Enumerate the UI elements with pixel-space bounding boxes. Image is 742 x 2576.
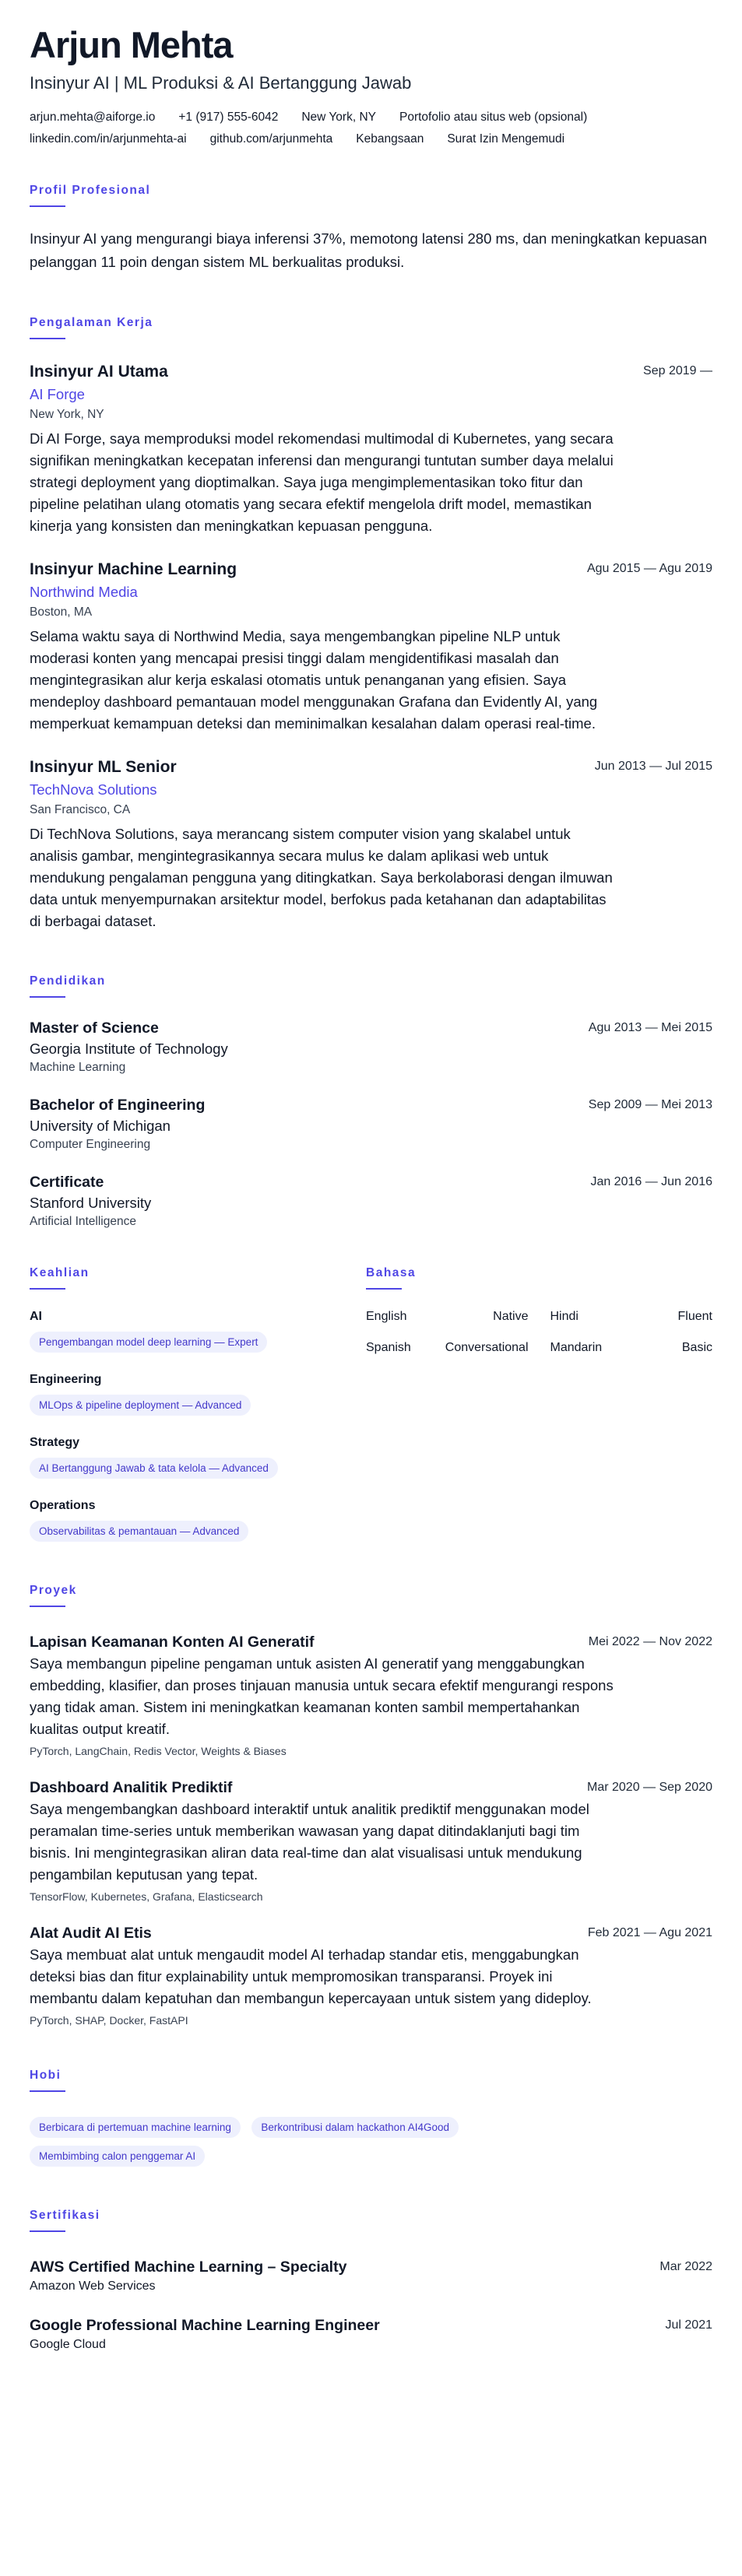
job-entry: [30, 758, 712, 932]
education-field: Artificial Intelligence: [30, 1214, 136, 1228]
project-entry: [30, 1634, 712, 1757]
resume-header: [30, 25, 712, 146]
languages-grid: [366, 1310, 712, 1355]
skill-chip: AI Bertanggung Jawab & tata kelola — Advanced: [30, 1458, 278, 1479]
job-company: TechNova Solutions: [30, 781, 157, 798]
certifications-section: [30, 2209, 712, 2352]
candidate-name: Arjun Mehta: [30, 24, 233, 65]
education-field: Machine Learning: [30, 1060, 126, 1074]
contact-nationality: Kebangsaan: [356, 132, 424, 146]
project-dates: Feb 2021 — Agu 2021: [587, 1925, 712, 1939]
job-company: Northwind Media: [30, 583, 138, 600]
contact-linkedin[interactable]: linkedin.com/in/arjunmehta-ai: [30, 132, 187, 146]
job-entry: [30, 560, 712, 735]
education-school: Georgia Institute of Technology: [30, 1040, 228, 1057]
education-school: Stanford University: [30, 1194, 152, 1211]
education-section: [30, 974, 712, 1229]
education-degree: Certificate: [30, 1173, 104, 1191]
skill-group-name: Strategy: [30, 1435, 80, 1449]
education-dates: Agu 2013 — Mei 2015: [588, 1020, 712, 1034]
contact-github[interactable]: github.com/arjunmehta: [209, 132, 333, 146]
project-description: Saya mengembangkan dashboard interaktif untuk analitik prediktif menggunakan model peramalan time-series untuk memberikan wawasan yang dapat ditindaklanjuti bagi tim bisnis. Ini mengintegrasikan aliran data real-time dan alat visualisasi untuk mendukung pengambilan keputusan yang tepat.: [30, 1800, 589, 1883]
job-dates: Agu 2015 — Agu 2019: [586, 561, 712, 575]
language-level: Fluent: [677, 1309, 712, 1323]
education-entry: [30, 1097, 712, 1152]
contact-phone: +1 (917) 555-6042: [178, 110, 279, 124]
languages-section: [366, 1266, 712, 1542]
skill-chip: Pengembangan model deep learning — Expert: [30, 1332, 267, 1353]
project-description: Saya membuat alat untuk mengaudit model AI terhadap standar etis, menggabungkan deteksi bias dan fitur explainability untuk mempromosikan transparansi. Proyek ini membantu dalam kepatuhan dan membangun kepercayaan untuk sistem yang dideploy.: [30, 1946, 592, 2006]
project-entry: [30, 1925, 712, 2027]
skill-group-name: Operations: [30, 1498, 96, 1512]
project-dates: Mei 2022 — Nov 2022: [588, 1634, 712, 1648]
job-location: New York, NY: [30, 407, 104, 421]
skill-group: [30, 1373, 366, 1416]
education-degree: Master of Science: [30, 1019, 159, 1037]
job-role: Insinyur Machine Learning: [30, 560, 237, 578]
headline: Insinyur AI | ML Produksi & AI Bertanggung Jawab: [30, 72, 412, 93]
education-school: University of Michigan: [30, 1117, 171, 1134]
project-tech: PyTorch, LangChain, Redis Vector, Weights & Biases: [30, 1744, 287, 1757]
education-field: Computer Engineering: [30, 1137, 151, 1151]
project-description: Saya membangun pipeline pengaman untuk asisten AI generatif yang menggabungkan embedding, klasifier, dan proses tinjauan manusia untuk secara efektif mengurangi respons yang tidak aman. Sistem ini meningkatkan keamanan konten sambil mempertahankan kualitas output kreatif.: [30, 1655, 614, 1737]
education-dates: Sep 2009 — Mei 2013: [588, 1097, 712, 1111]
job-dates: Sep 2019 —: [643, 363, 712, 377]
certification-entry: [30, 2317, 712, 2352]
project-title: Dashboard Analitik Prediktif: [30, 1778, 233, 1796]
certification-date: Jul 2021: [665, 2318, 712, 2332]
hobby-chip: Membimbing calon penggemar AI: [30, 2146, 205, 2167]
skill-group: [30, 1436, 366, 1479]
hobby-chip: Berbicara di pertemuan machine learning: [30, 2117, 241, 2138]
skill-chip: Observabilitas & pemantauan — Advanced: [30, 1521, 248, 1542]
education-dates: Jan 2016 — Jun 2016: [590, 1174, 712, 1188]
section-divider: [30, 2090, 65, 2092]
project-title: Alat Audit AI Etis: [30, 1924, 152, 1942]
job-dates: Jun 2013 — Jul 2015: [594, 759, 712, 773]
section-divider: [30, 1288, 65, 1290]
job-entry: [30, 363, 712, 537]
certification-title: AWS Certified Machine Learning – Specialty: [30, 2258, 347, 2276]
language-item: [550, 1310, 713, 1324]
certification-date: Mar 2022: [659, 2259, 712, 2273]
certification-title: Google Professional Machine Learning Engineer: [30, 2316, 380, 2334]
project-tech: PyTorch, SHAP, Docker, FastAPI: [30, 2013, 188, 2027]
contact-portfolio: Portofolio atau situs web (opsional): [399, 110, 588, 124]
contact-email[interactable]: arjun.mehta@aiforge.io: [30, 110, 156, 124]
section-divider: [366, 1288, 402, 1290]
section-title: Pendidikan: [30, 974, 106, 988]
section-title: Pengalaman Kerja: [30, 315, 153, 329]
job-description: Di AI Forge, saya memproduksi model rekomendasi multimodal di Kubernetes, yang secara signifikan meningkatkan kecepatan inferensi dan mengurangi tuntutan sumber daya melalui strategi deployment yang dioptimalkan. Saya juga mengimplementasikan toko fitur dan pipeline pelatihan ulang otomatis yang secara efektif mengelola drift model, memastikan kinerja yang konsisten dan meningkatkan kepuasan pengguna.: [30, 430, 614, 534]
contact-location: New York, NY: [301, 110, 376, 124]
job-role: Insinyur ML Senior: [30, 757, 177, 776]
projects-section: [30, 1584, 712, 2027]
language-level: Native: [493, 1309, 529, 1323]
language-item: [366, 1341, 529, 1355]
skills-section: [30, 1266, 366, 1542]
skill-group: [30, 1499, 366, 1542]
certification-issuer: Google Cloud: [30, 2337, 106, 2351]
language-name: English: [366, 1309, 407, 1323]
job-role: Insinyur AI Utama: [30, 362, 168, 381]
language-name: Hindi: [550, 1309, 578, 1323]
job-company: AI Forge: [30, 385, 85, 402]
language-item: [550, 1341, 713, 1355]
section-divider: [30, 1606, 65, 1607]
language-level: Basic: [681, 1340, 712, 1354]
skill-group-name: AI: [30, 1309, 42, 1323]
language-item: [366, 1310, 529, 1324]
certification-entry: [30, 2258, 712, 2293]
certification-issuer: Amazon Web Services: [30, 2279, 156, 2293]
project-tech: TensorFlow, Kubernetes, Grafana, Elasticsearch: [30, 1890, 263, 1903]
job-location: Boston, MA: [30, 605, 93, 619]
section-title: Sertifikasi: [30, 2208, 100, 2222]
hobbies-section: [30, 2069, 712, 2167]
contact-list: [30, 111, 712, 146]
section-title: Proyek: [30, 1583, 77, 1597]
education-entry: [30, 1174, 712, 1229]
profile-section: [30, 184, 712, 274]
section-title: Bahasa: [366, 1265, 417, 1279]
skill-group-name: Engineering: [30, 1372, 102, 1386]
education-degree: Bachelor of Engineering: [30, 1096, 206, 1114]
section-divider: [30, 2230, 65, 2232]
section-title: Keahlian: [30, 1265, 90, 1279]
section-divider: [30, 996, 65, 998]
language-name: Spanish: [366, 1340, 411, 1354]
job-description: Selama waktu saya di Northwind Media, saya mengembangkan pipeline NLP untuk moderasi konten yang mencapai presisi tinggi dalam mengidentifikasi masalah dan mengintegrasikan alur kerja eskalasi otomatis untuk penanganan yang efisien. Saya mendeploy dashboard pemantauan model menggunakan Grafana dan Evidently AI, yang memperkuat kemampuan deteksi dan meminimalkan kesalahan dalam operasi real-time.: [30, 627, 598, 732]
contact-drivers-license: Surat Izin Mengemudi: [447, 132, 565, 146]
profile-summary: Insinyur AI yang mengurangi biaya inferensi 37%, memotong latensi 280 ms, dan meningkatkan kepuasan pelanggan 11 poin dengan sistem ML berkualitas produksi.: [30, 230, 708, 270]
project-entry: [30, 1779, 712, 1903]
hobby-chip: Berkontribusi dalam hackathon AI4Good: [251, 2117, 459, 2138]
skill-chip: MLOps & pipeline deployment — Advanced: [30, 1395, 251, 1416]
language-name: Mandarin: [550, 1340, 603, 1354]
section-title: Hobi: [30, 2068, 62, 2082]
section-divider: [30, 205, 65, 207]
resume-page: [30, 0, 712, 2352]
project-dates: Mar 2020 — Sep 2020: [587, 1780, 712, 1794]
experience-section: [30, 316, 712, 932]
section-divider: [30, 338, 65, 339]
job-location: San Francisco, CA: [30, 802, 131, 816]
hobby-list: [30, 2109, 590, 2167]
section-title: Profil Profesional: [30, 183, 151, 197]
skills-languages-row: [30, 1266, 712, 1542]
education-entry: [30, 1020, 712, 1075]
project-title: Lapisan Keamanan Konten AI Generatif: [30, 1633, 315, 1651]
skill-group: [30, 1310, 366, 1353]
job-description: Di TechNova Solutions, saya merancang sistem computer vision yang skalabel untuk analisis gambar, mengintegrasikannya secara mulus ke dalam aplikasi web untuk mendukung pengalaman pengguna yang ditingkatkan. Saya berkolaborasi dengan ilmuwan data untuk menyempurnakan arsitektur model, berfokus pada ketahanan dan adaptabilitas di berbagai dataset.: [30, 825, 613, 929]
language-level: Conversational: [445, 1340, 529, 1354]
